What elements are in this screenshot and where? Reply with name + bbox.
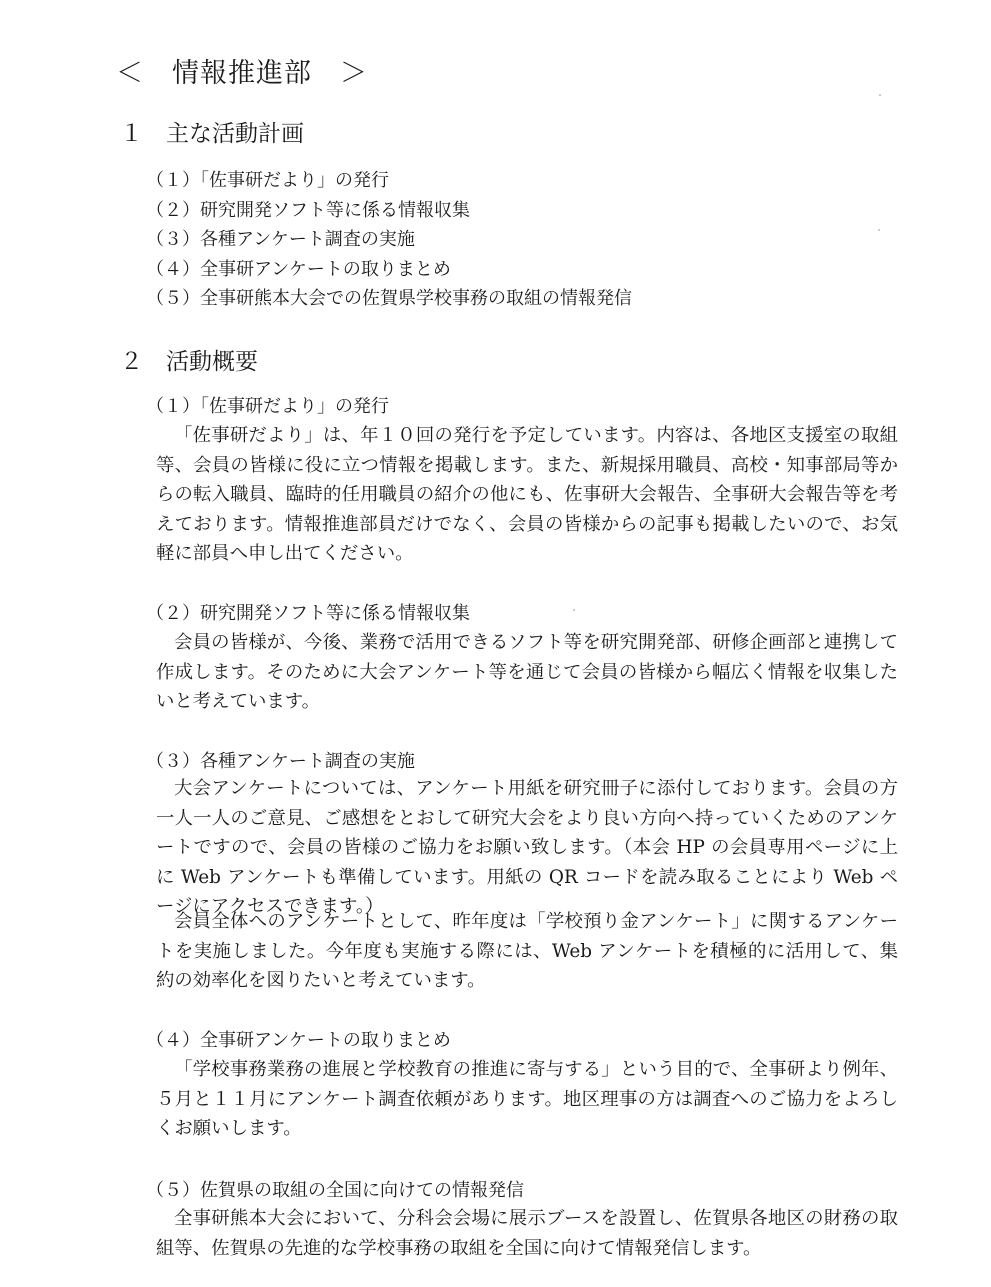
subsection-paragraph: 「学校事務業務の進展と学校教育の推進に寄与する」という目的で、全事研より例年、５月と１１月にアンケート調査依頼があります。地区理事の方は調査へのご協力をよろしくお願いします。 bbox=[156, 1059, 898, 1139]
section-heading-plans: １ 主な活動計画 bbox=[120, 121, 304, 147]
subsection-paragraph: 大会アンケートについては、アンケート用紙を研究冊子に添付しております。会員の方一人一人のご意見、ご感想をとおして研究大会をより良い方向へ持っていくためのアンケートですので、会員の皆様のご協力をお願い致します。（本会 HP の会員専用ページに上に Web アンケートも準備しています。用紙の QR コードを読み取ることにより Web ページにアクセスできます。） bbox=[156, 778, 898, 917]
plan-item: （２）研究開発ソフト等に係る情報収集 bbox=[146, 199, 470, 221]
plan-list bbox=[146, 166, 632, 314]
subsection-heading: （３）各種アンケート調査の実施 bbox=[146, 751, 415, 772]
subsection-paragraph: 全事研熊本大会において、分科会会場に展示ブースを設置し、佐賀県各地区の財務の取組等、佐賀県の先進的な学校事務の取組を全国に向けて情報発信します。 bbox=[156, 1208, 898, 1259]
subsection-heading: （５）佐賀県の取組の全国に向けての情報発信 bbox=[146, 1180, 524, 1201]
scan-speck bbox=[879, 94, 881, 96]
page-title: ＜ 情報推進部 ＞ bbox=[116, 58, 368, 89]
subsection-heading: （２）研究開発ソフト等に係る情報収集 bbox=[146, 603, 470, 624]
scan-speck bbox=[878, 229, 880, 231]
subsection-heading: （１）「佐事研だより」の発行 bbox=[146, 396, 389, 417]
plan-item: （１）「佐事研だより」の発行 bbox=[146, 170, 389, 191]
section-heading-overview: ２ 活動概要 bbox=[120, 349, 258, 375]
plan-item: （４）全事研アンケートの取りまとめ bbox=[146, 258, 451, 280]
plan-item: （５）全事研熊本大会での佐賀県学校事務の取組の情報発信 bbox=[146, 288, 632, 309]
plan-item: （３）各種アンケート調査の実施 bbox=[146, 229, 415, 250]
subsection-paragraph: 会員の皆様が、今後、業務で活用できるソフト等を研究開発部、研修企画部と連携して作成します。そのために大会アンケート等を通じて会員の皆様から幅広く情報を収集したいと考えています。 bbox=[156, 632, 898, 712]
subsection-paragraph: 会員全体へのアンケートとして、昨年度は「学校預り金アンケート」に関するアンケートを実施しました。今年度も実施する際には、Web アンケートを積極的に活用して、集約の効率化を図りたいと考えています。 bbox=[156, 911, 898, 991]
subsection-paragraph: 「佐事研だより」は、年１０回の発行を予定しています。内容は、各地区支援室の取組等、会員の皆様に役に立つ情報を掲載します。また、新規採用職員、高校・知事部局等からの転入職員、臨時的任用職員の紹介の他にも、佐事研大会報告、全事研大会報告等を考えております。情報推進部員だけでなく、会員の皆様からの記事も掲載したいので、お気軽に部員へ申し出てください。 bbox=[156, 425, 898, 564]
scan-speck bbox=[573, 609, 575, 611]
subsection-heading: （４）全事研アンケートの取りまとめ bbox=[146, 1030, 451, 1051]
